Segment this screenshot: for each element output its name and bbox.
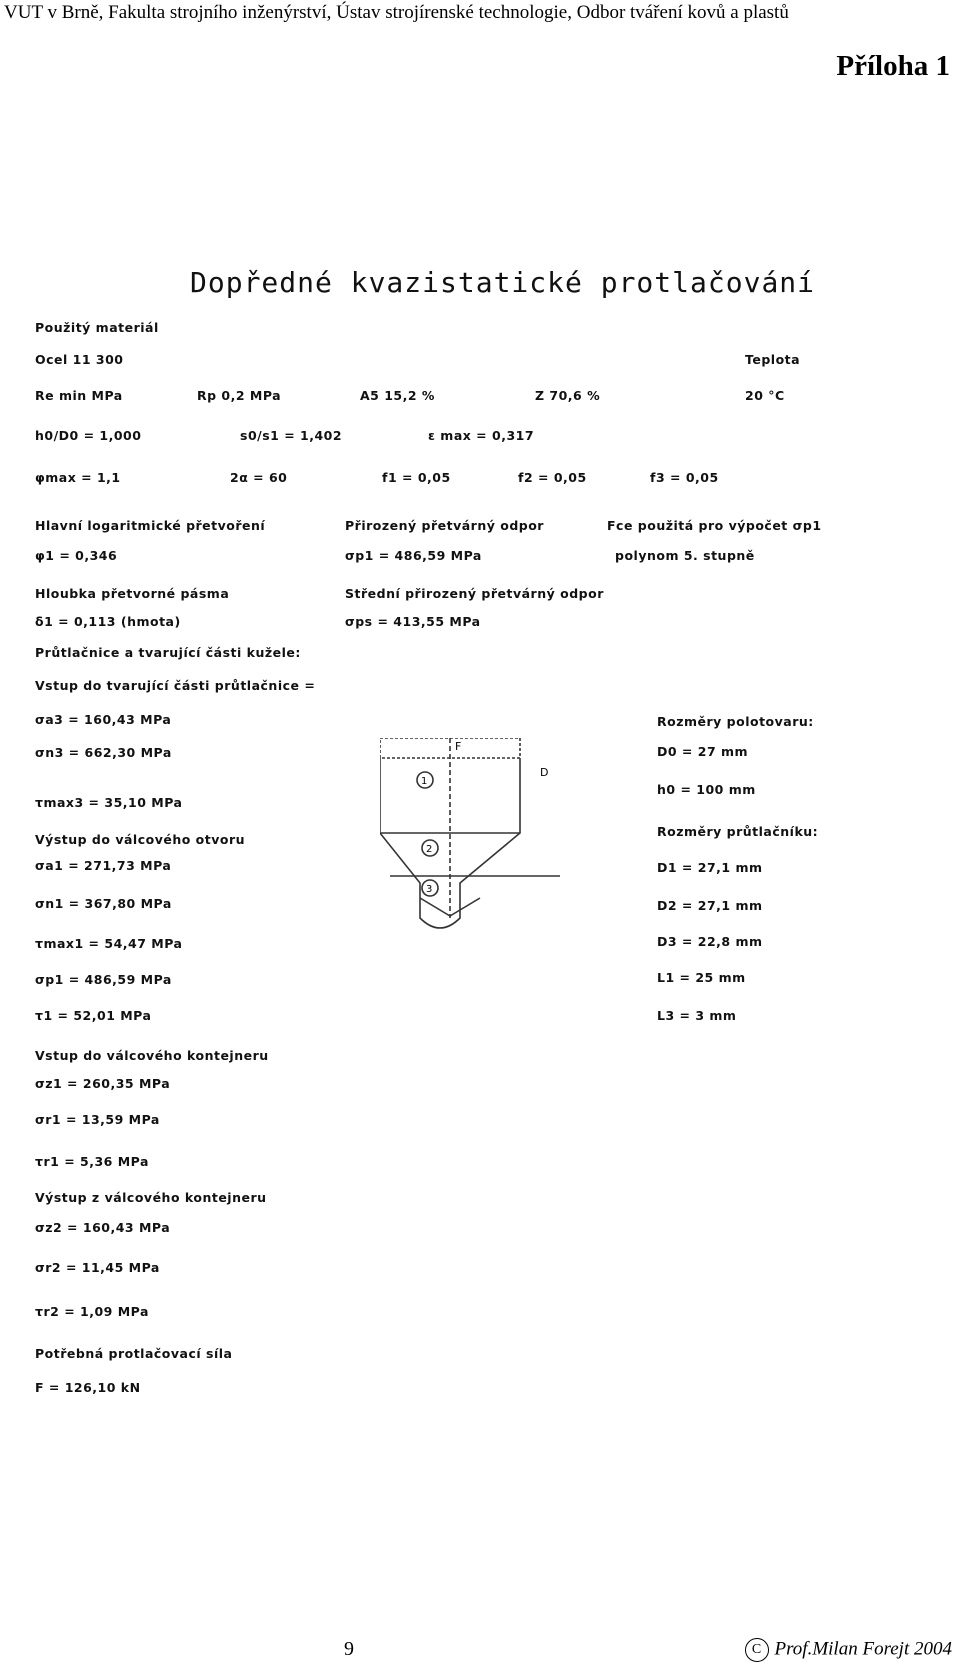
temperature-label: Teplota [745, 352, 801, 367]
copyright [745, 1638, 953, 1662]
document-header: VUT v Brně, Fakulta strojního inženýrství, Ústav strojírenské technologie, Odbor tváření kovů a plastů [4, 2, 789, 23]
die-entry-heading: Vstup do tvarující části průtlačnice = [35, 678, 316, 693]
log-strain-heading: Hlavní logaritmické přetvoření [35, 518, 266, 533]
stress-sa3: σa3 = 160,43 MPa [35, 712, 172, 727]
phi-max: φmax = 1,1 [35, 470, 121, 485]
stress-sn1: σn1 = 367,80 MPa [35, 896, 172, 911]
page-number: 9 [344, 1638, 354, 1660]
diagram-label-3: 3 [426, 884, 433, 895]
re-min: Re min MPa [35, 388, 123, 403]
dim-d3: D3 = 22,8 mm [657, 934, 763, 949]
tool-dimensions-heading: Rozměry průtlačníku: [657, 824, 819, 839]
epsilon-max: ε max = 0,317 [428, 428, 535, 443]
stress-sn3: σn3 = 662,30 MPa [35, 745, 172, 760]
flow-stress-value: σp1 = 486,59 MPa [345, 548, 482, 563]
temperature-value: 20 °C [745, 388, 785, 403]
flow-stress-heading: Přirozený přetvárný odpor [345, 518, 544, 533]
function-heading: Fce použitá pro výpočet σp1 [607, 518, 822, 533]
force-heading: Potřebná protlačovací síla [35, 1346, 233, 1361]
dim-d0: D0 = 27 mm [657, 744, 749, 759]
appendix-label: Příloha 1 [836, 50, 950, 82]
container-exit-heading: Výstup z válcového kontejneru [35, 1190, 267, 1205]
dim-d2: D2 = 27,1 mm [657, 898, 763, 913]
diagram-label-2: 2 [426, 844, 433, 855]
stress-sr2: σr2 = 11,45 MPa [35, 1260, 160, 1275]
a5-value: A5 15,2 % [360, 388, 435, 403]
stress-sr1: σr1 = 13,59 MPa [35, 1112, 160, 1127]
container-entry-heading: Vstup do válcového kontejneru [35, 1048, 269, 1063]
friction-f2: f2 = 0,05 [518, 470, 587, 485]
stress-sz2: σz2 = 160,43 MPa [35, 1220, 171, 1235]
mean-flow-stress-value: σps = 413,55 MPa [345, 614, 481, 629]
copyright-icon: C [745, 1638, 769, 1662]
deformation-zone-heading: Hloubka přetvorné pásma [35, 586, 230, 601]
mean-flow-stress-heading: Střední přirozený přetvárný odpor [345, 586, 604, 601]
diagram-label-1: 1 [421, 776, 428, 787]
cone-angle: 2α = 60 [230, 470, 288, 485]
exit-heading: Výstup do válcového otvoru [35, 832, 246, 847]
die-section-heading: Průtlačnice a tvarující části kužele: [35, 645, 301, 660]
rp02: Rp 0,2 MPa [197, 388, 282, 403]
friction-f1: f1 = 0,05 [382, 470, 451, 485]
log-strain-value: φ1 = 0,346 [35, 548, 118, 563]
stress-tau3: τmax3 = 35,10 MPa [35, 795, 183, 810]
diagram-label-f: F [455, 740, 462, 753]
dim-h0: h0 = 100 mm [657, 782, 756, 797]
dim-d1: D1 = 27,1 mm [657, 860, 763, 875]
material-section-label: Použitý materiál [35, 320, 159, 335]
stress-sz1: σz1 = 260,35 MPa [35, 1076, 171, 1091]
stress-sp1: σp1 = 486,59 MPa [35, 972, 172, 987]
function-value: polynom 5. stupně [615, 548, 755, 563]
deformation-zone-value: δ1 = 0,113 (hmota) [35, 614, 181, 629]
ratio-s0-s1: s0/s1 = 1,402 [240, 428, 343, 443]
dim-l3: L3 = 3 mm [657, 1008, 737, 1023]
stress-sa1: σa1 = 271,73 MPa [35, 858, 172, 873]
stress-tau1: τmax1 = 54,47 MPa [35, 936, 183, 951]
stress-t1: τ1 = 52,01 MPa [35, 1008, 152, 1023]
ratio-h0-d0: h0/D0 = 1,000 [35, 428, 142, 443]
blank-dimensions-heading: Rozměry polotovaru: [657, 714, 814, 729]
author-name: Prof.Milan Forejt 2004 [774, 1638, 952, 1660]
stress-tr2: τr2 = 1,09 MPa [35, 1304, 149, 1319]
z-value: Z 70,6 % [535, 388, 601, 403]
force-value: F = 126,10 kN [35, 1380, 141, 1395]
extrusion-diagram [380, 738, 580, 948]
steel-grade: Ocel 11 300 [35, 352, 124, 367]
stress-tr1: τr1 = 5,36 MPa [35, 1154, 149, 1169]
page-title: Dopředné kvazistatické protlačování [190, 266, 816, 299]
friction-f3: f3 = 0,05 [650, 470, 719, 485]
diagram-label-d: D [540, 766, 549, 779]
dim-l1: L1 = 25 mm [657, 970, 746, 985]
